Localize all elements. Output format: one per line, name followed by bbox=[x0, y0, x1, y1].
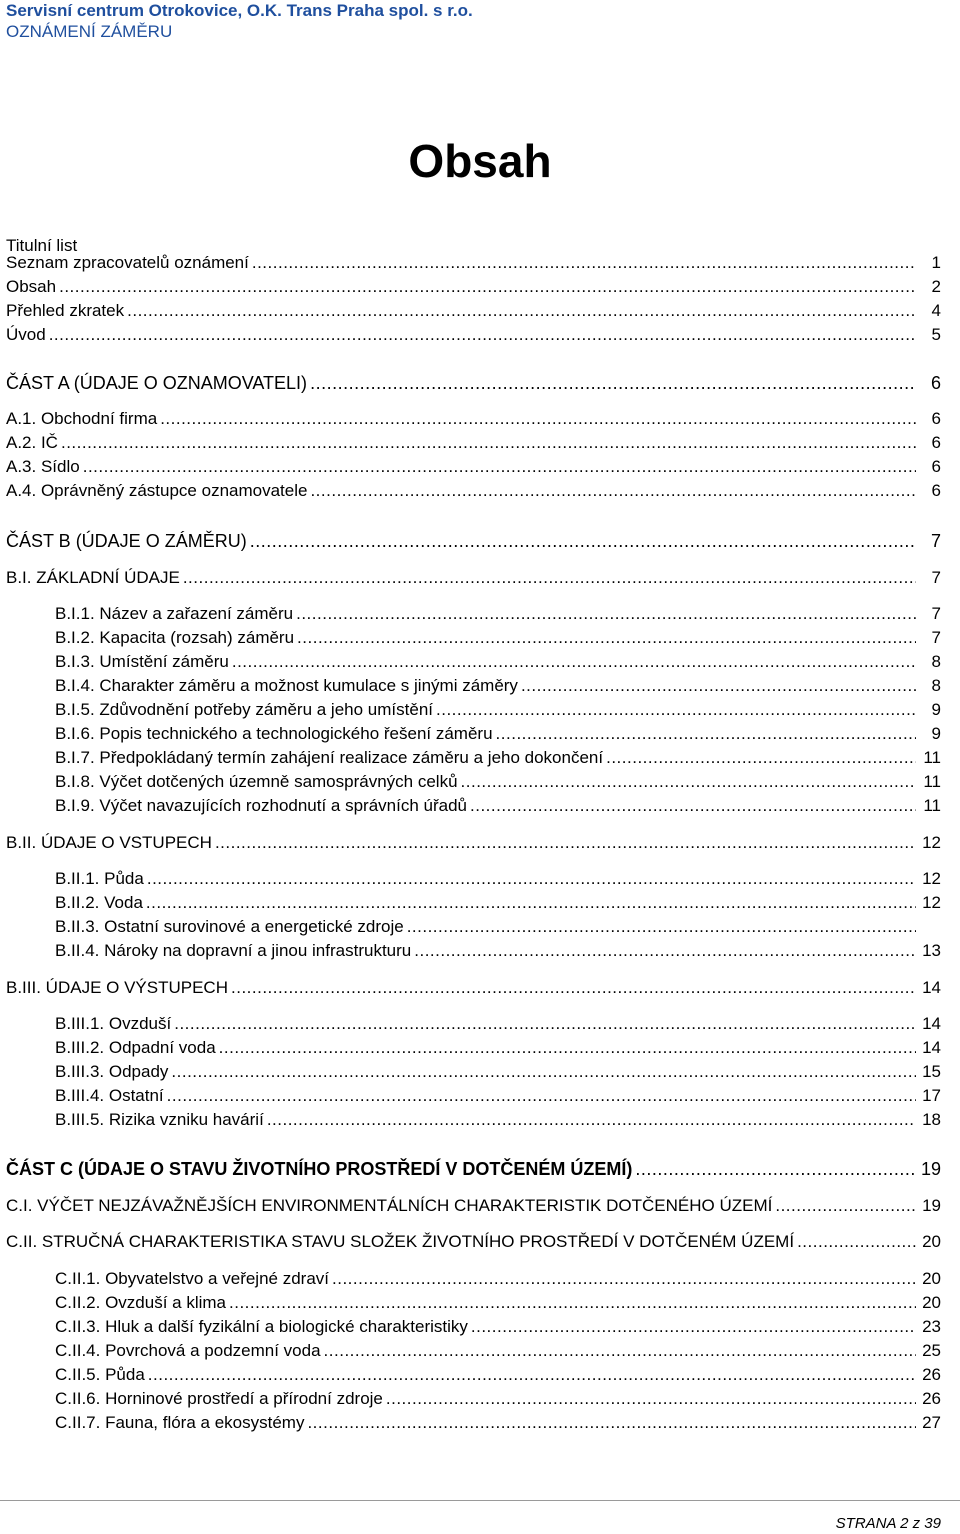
toc-leader-dots bbox=[267, 1108, 916, 1132]
toc-entry-page: 12 bbox=[922, 893, 941, 912]
toc-entry-text: B.I.2. Kapacita (rozsah) záměru bbox=[55, 628, 295, 647]
toc-entry-text: B.I.4. Charakter záměru a možnost kumulace s jinými záměry bbox=[55, 676, 518, 695]
toc-entry-text: C.I. VÝČET NEJZÁVAŽNĚJŠÍCH ENVIRONMENTÁLNÍCH CHARAKTERISTIK DOTČENÉHO ÚZEMÍ bbox=[6, 1196, 773, 1215]
toc-entry-text: B.I.9. Výčet navazujících rozhodnutí a správních úřadů bbox=[55, 796, 468, 815]
toc-leader-dots bbox=[307, 1411, 916, 1435]
toc-entry-text: B.II.3. Ostatní surovinové a energetické zdroje bbox=[55, 917, 404, 936]
header-document-type: OZNÁMENÍ ZÁMĚRU bbox=[6, 22, 173, 41]
toc-entry[interactable] bbox=[6, 455, 941, 479]
toc-leader-dots bbox=[324, 1339, 916, 1363]
toc-entry-text: Obsah bbox=[6, 277, 57, 296]
toc-leader-dots bbox=[414, 939, 916, 963]
toc-entry[interactable] bbox=[6, 1194, 941, 1218]
toc-entry[interactable] bbox=[55, 1339, 941, 1363]
toc-entry-text: B.I.7. Předpokládaný termín zahájení realizace záměru a jeho dokončení bbox=[55, 748, 604, 767]
toc-entry-page: 6 bbox=[931, 457, 941, 476]
toc-entry-text: C.II.6. Horninové prostředí a přírodní zdroje bbox=[55, 1389, 383, 1408]
toc-entry-page: 20 bbox=[922, 1232, 941, 1251]
toc-entry bbox=[6, 227, 941, 255]
toc-leader-dots bbox=[521, 674, 916, 698]
toc-entry-text: B.III. ÚDAJE O VÝSTUPECH bbox=[6, 978, 228, 997]
toc-leader-dots bbox=[231, 976, 916, 1000]
toc-entry-page: 26 bbox=[922, 1389, 941, 1408]
toc-entry[interactable] bbox=[55, 1363, 941, 1387]
toc-entry-text: B.III.1. Ovzduší bbox=[55, 1014, 172, 1033]
toc-leader-dots bbox=[61, 431, 916, 455]
toc-entry-page: 13 bbox=[922, 941, 941, 960]
toc-entry[interactable] bbox=[55, 1084, 941, 1108]
toc-leader-dots bbox=[296, 602, 916, 626]
toc-entry-page: 27 bbox=[922, 1413, 941, 1432]
toc-leader-dots bbox=[310, 371, 916, 395]
toc-entry-page: 7 bbox=[931, 604, 941, 623]
toc-entry-page: 4 bbox=[931, 301, 941, 320]
toc-entry[interactable] bbox=[55, 1060, 941, 1084]
toc-entry-text: B.III.5. Rizika vzniku havárií bbox=[55, 1110, 264, 1129]
toc-leader-dots bbox=[250, 529, 916, 553]
toc-entry[interactable] bbox=[6, 976, 941, 1000]
toc-entry-page: 14 bbox=[922, 1038, 941, 1057]
toc-entry[interactable] bbox=[55, 1012, 941, 1036]
toc-entry-page: 17 bbox=[922, 1086, 941, 1105]
toc-entry-text: B.I.5. Zdůvodnění potřeby záměru a jeho umístění bbox=[55, 700, 433, 719]
toc-entry[interactable] bbox=[55, 939, 941, 963]
toc-entry-text: B.I.6. Popis technického a technologického řešení záměru bbox=[55, 724, 493, 743]
toc-entry-page: 11 bbox=[923, 796, 941, 815]
toc-entry-page: 11 bbox=[923, 748, 941, 767]
toc-leader-dots bbox=[215, 831, 916, 855]
toc-entry-page: 26 bbox=[922, 1365, 941, 1384]
toc-leader-dots bbox=[83, 455, 916, 479]
toc-entry-text: Přehled zkratek bbox=[6, 301, 125, 320]
toc-entry-text: A.3. Sídlo bbox=[6, 457, 80, 476]
toc-leader-dots bbox=[310, 479, 916, 503]
toc-entry-text: ČÁST A (ÚDAJE O OZNAMOVATELI) bbox=[6, 373, 308, 393]
toc-entry-text: B.II. ÚDAJE O VSTUPECH bbox=[6, 833, 212, 852]
toc-entry-text: C.II. STRUČNÁ CHARAKTERISTIKA STAVU SLOŽEK ŽIVOTNÍHO PROSTŘEDÍ V DOTČENÉM ÚZEMÍ bbox=[6, 1232, 795, 1251]
toc-leader-dots bbox=[386, 1387, 916, 1411]
toc-entry-page: 14 bbox=[922, 978, 941, 997]
toc-entry-page: 8 bbox=[931, 676, 941, 695]
toc-entry-text: C.II.2. Ovzduší a klima bbox=[55, 1293, 226, 1312]
toc-entry-page: 19 bbox=[922, 1196, 941, 1215]
toc-entry-text: ČÁST B (ÚDAJE O ZÁMĚRU) bbox=[6, 531, 247, 551]
toc-entry-page: 1 bbox=[931, 253, 941, 272]
toc-entry-page: 20 bbox=[922, 1293, 941, 1312]
toc-entry[interactable] bbox=[55, 1267, 941, 1291]
toc-entry-page: 6 bbox=[931, 481, 941, 500]
toc-entry-text: A.1. Obchodní firma bbox=[6, 409, 158, 428]
toc-entry[interactable] bbox=[55, 1411, 941, 1435]
toc-entry-text: B.I.1. Název a zařazení záměru bbox=[55, 604, 294, 623]
toc-entry-page: 14 bbox=[922, 1014, 941, 1033]
toc-entry-text: B.II.1. Půda bbox=[55, 869, 144, 888]
toc-leader-dots bbox=[171, 1060, 916, 1084]
toc-entry-text: C.II.7. Fauna, flóra a ekosystémy bbox=[55, 1413, 305, 1432]
toc-leader-dots bbox=[219, 1036, 916, 1060]
toc-leader-dots bbox=[232, 650, 916, 674]
toc-entry-page: 7 bbox=[931, 628, 941, 647]
toc-entry[interactable] bbox=[6, 479, 941, 503]
toc-entry[interactable] bbox=[55, 722, 941, 746]
toc-entry[interactable] bbox=[6, 566, 941, 590]
toc-entry-text: C.II.4. Povrchová a podzemní voda bbox=[55, 1341, 321, 1360]
toc-leader-dots bbox=[297, 626, 916, 650]
toc-entry-page: 15 bbox=[922, 1062, 941, 1081]
toc-leader-dots bbox=[160, 407, 916, 431]
toc-entry[interactable] bbox=[6, 275, 941, 299]
toc-entry-text: B.III.4. Ostatní bbox=[55, 1086, 164, 1105]
toc-entry[interactable] bbox=[6, 407, 941, 431]
toc-entry[interactable] bbox=[55, 770, 941, 794]
toc-leader-dots bbox=[775, 1194, 916, 1218]
toc-entry[interactable] bbox=[55, 626, 941, 650]
toc-leader-dots bbox=[461, 770, 916, 794]
toc-leader-dots bbox=[148, 1363, 916, 1387]
toc-part-heading[interactable] bbox=[6, 529, 941, 553]
toc-entry-page: 6 bbox=[931, 433, 941, 452]
toc-entry-page: 2 bbox=[931, 277, 941, 296]
toc-entry[interactable] bbox=[6, 251, 941, 275]
toc-entry-page: 8 bbox=[931, 652, 941, 671]
toc-entry[interactable] bbox=[55, 1291, 941, 1315]
header-company: Servisní centrum Otrokovice, O.K. Trans Praha spol. s r.o. bbox=[6, 1, 473, 20]
toc-entry-page: 19 bbox=[920, 1159, 941, 1179]
toc-entry[interactable] bbox=[55, 650, 941, 674]
toc-leader-dots bbox=[146, 891, 916, 915]
toc-entry-page: 23 bbox=[922, 1317, 941, 1336]
toc-entry[interactable] bbox=[55, 1387, 941, 1411]
toc-entry-text: B.I.3. Umístění záměru bbox=[55, 652, 229, 671]
toc-entry[interactable] bbox=[55, 674, 941, 698]
toc-entry-text: Titulní list bbox=[6, 236, 78, 255]
toc-entry-page: 6 bbox=[930, 373, 941, 393]
toc-entry-page: 9 bbox=[931, 724, 941, 743]
toc-leader-dots bbox=[183, 566, 916, 590]
page-title: Obsah bbox=[408, 135, 552, 187]
footer-divider bbox=[0, 1500, 960, 1501]
toc-leader-dots bbox=[471, 1315, 916, 1339]
toc-entry[interactable] bbox=[55, 867, 941, 891]
toc-leader-dots bbox=[797, 1230, 916, 1254]
toc-entry[interactable] bbox=[6, 431, 941, 455]
toc-entry-page: 12 bbox=[922, 833, 941, 852]
toc-part-heading[interactable] bbox=[6, 1157, 941, 1181]
toc-leader-dots bbox=[496, 722, 916, 746]
toc-entry-page: 25 bbox=[922, 1341, 941, 1360]
toc-leader-dots bbox=[167, 1084, 916, 1108]
toc-entry-text: A.4. Oprávněný zástupce oznamovatele bbox=[6, 481, 308, 500]
page-number-footer: STRANA 2 z 39 bbox=[835, 1515, 941, 1532]
toc-entry-text: B.III.2. Odpadní voda bbox=[55, 1038, 216, 1057]
toc-leader-dots bbox=[59, 275, 916, 299]
toc-leader-dots bbox=[252, 251, 916, 275]
toc-leader-dots bbox=[127, 299, 916, 323]
toc-entry[interactable] bbox=[55, 794, 941, 818]
toc-leader-dots bbox=[147, 867, 916, 891]
toc-entry-page: 9 bbox=[931, 700, 941, 719]
toc-entry-text: B.II.4. Nároky na dopravní a jinou infrastrukturu bbox=[55, 941, 412, 960]
toc-leader-dots bbox=[470, 794, 916, 818]
toc-leader-dots bbox=[436, 698, 916, 722]
toc-leader-dots bbox=[332, 1267, 916, 1291]
toc-part-heading[interactable] bbox=[6, 371, 941, 395]
toc-entry-page: 20 bbox=[922, 1269, 941, 1288]
toc-entry[interactable] bbox=[55, 1108, 941, 1132]
toc-entry-text: Úvod bbox=[6, 325, 46, 344]
toc-entry[interactable] bbox=[6, 299, 941, 323]
toc-entry[interactable] bbox=[55, 915, 941, 939]
toc-entry-page: 12 bbox=[922, 869, 941, 888]
toc-leader-dots bbox=[229, 1291, 916, 1315]
toc-leader-dots bbox=[635, 1157, 916, 1181]
toc-entry[interactable] bbox=[55, 1036, 941, 1060]
toc-leader-dots bbox=[606, 746, 916, 770]
toc-entry-text: B.I. ZÁKLADNÍ ÚDAJE bbox=[6, 568, 180, 587]
toc-leader-dots bbox=[174, 1012, 916, 1036]
toc-entry-text: Seznam zpracovatelů oznámení bbox=[6, 253, 249, 272]
toc-entry[interactable] bbox=[6, 323, 941, 347]
toc-entry-text: B.I.8. Výčet dotčených územně samosprávných celků bbox=[55, 772, 458, 791]
toc-leader-dots bbox=[49, 323, 916, 347]
toc-entry[interactable] bbox=[6, 831, 941, 855]
toc-entry-page: 11 bbox=[923, 772, 941, 791]
toc-entry-text: B.II.2. Voda bbox=[55, 893, 143, 912]
toc-entry[interactable] bbox=[55, 891, 941, 915]
toc-entry-page: 7 bbox=[931, 568, 941, 587]
toc-entry[interactable] bbox=[55, 1315, 941, 1339]
toc-entry-text: C.II.3. Hluk a další fyzikální a biologické charakteristiky bbox=[55, 1317, 468, 1336]
toc-entry[interactable] bbox=[55, 602, 941, 626]
toc-leader-dots bbox=[407, 915, 916, 939]
toc-entry-page: 5 bbox=[931, 325, 941, 344]
toc-entry-text: C.II.5. Půda bbox=[55, 1365, 145, 1384]
toc-entry-text: B.III.3. Odpady bbox=[55, 1062, 169, 1081]
toc-entry[interactable] bbox=[55, 746, 941, 770]
toc-entry-page: 7 bbox=[930, 531, 941, 551]
toc-entry-page: 6 bbox=[931, 409, 941, 428]
toc-entry[interactable] bbox=[6, 1230, 941, 1254]
toc-entry-page: 18 bbox=[922, 1110, 941, 1129]
toc-entry-text: C.II.1. Obyvatelstvo a veřejné zdraví bbox=[55, 1269, 330, 1288]
toc-entry-text: ČÁST C (ÚDAJE O STAVU ŽIVOTNÍHO PROSTŘEDÍ V DOTČENÉM ÚZEMÍ) bbox=[6, 1159, 633, 1179]
toc-entry[interactable] bbox=[55, 698, 941, 722]
toc-entry-text: A.2. IČ bbox=[6, 433, 58, 452]
